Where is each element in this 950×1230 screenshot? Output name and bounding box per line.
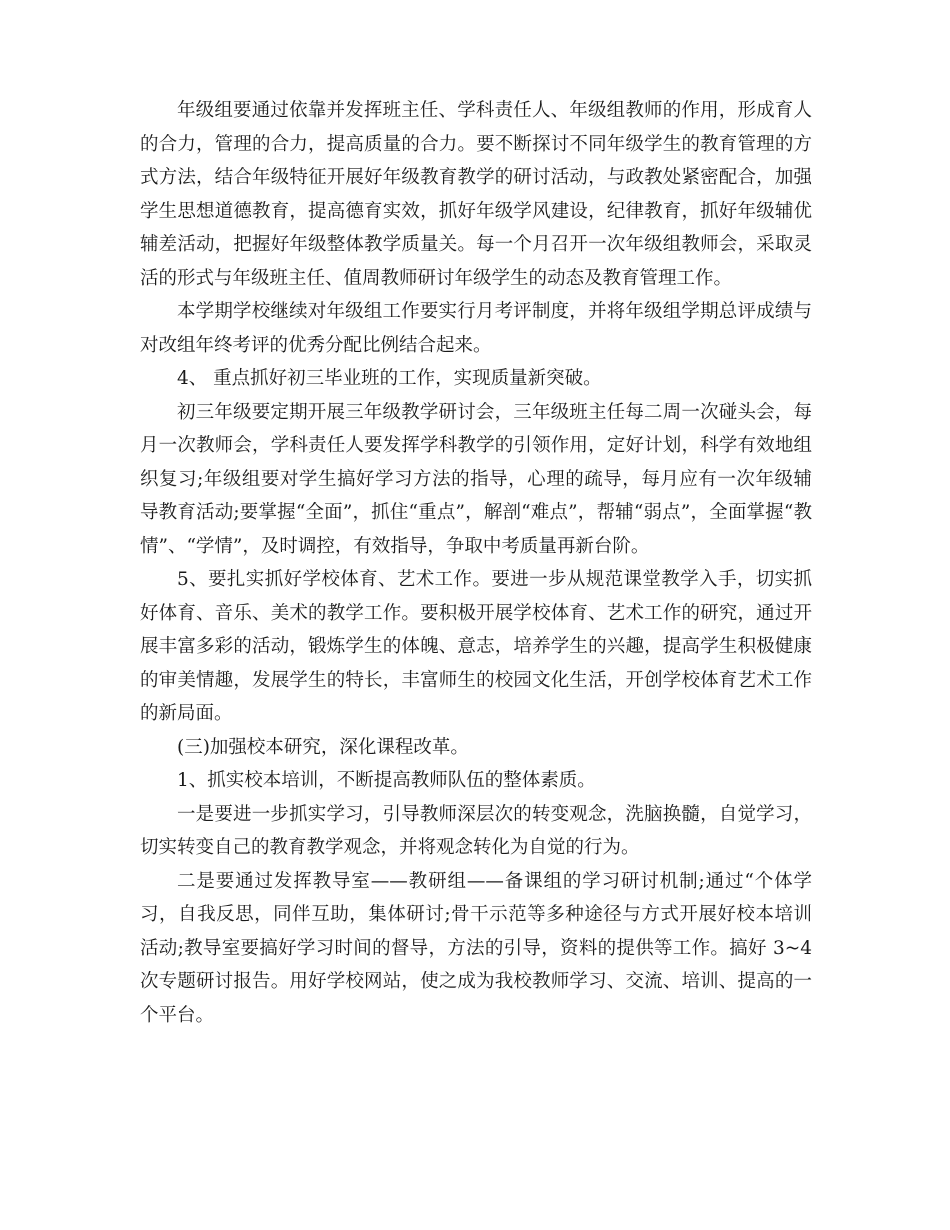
document-body [140,94,812,1032]
paragraph-point-one: 一是要进一步抓实学习，引导教师深层次的转变观念，洗脑换髓，自觉学习，切实转变自己的教育教学观念，并将观念转化为自觉的行为。 [140,803,812,858]
paragraph-grade-three-plan: 初三年级要定期开展三年级教学研讨会，三年级班主任每二周一次碰头会，每月一次教师会，学科责任人要发挥学科教学的引领作用，定好计划，科学有效地组织复习;年级组要对学生搞好学习方法的指导，心理的疏导，每月应有一次年级辅导教育活动;要掌握“全面”，抓住“重点”，解剖“难点”，帮辅“弱点”，全面掌握“教情”、“学情”，及时调控，有效指导，争取中考质量再新台阶。 [140,401,812,557]
paragraph-sports-arts: 5、要扎实抓好学校体育、艺术工作。要进一步从规范课堂教学入手，切实抓好体育、音乐、美术的教学工作。要积极开展学校体育、艺术工作的研究，通过开展丰富多彩的活动，锻炼学生的体魄、意志，培养学生的兴趣，提高学生积极健康的审美情趣，发展学生的特长，丰富师生的校园文化生活，开创学校体育艺术工作的新局面。 [140,569,812,724]
paragraph-heading-grade-three: 4、 重点抓好初三毕业班的工作，实现质量新突破。 [177,368,602,389]
paragraph-school-training-heading: 1、抓实校本培训，不断提高教师队伍的整体素质。 [177,770,596,791]
paragraph-grade-group-role: 年级组要通过依靠并发挥班主任、学科责任人、年级组教师的作用，形成育人的合力，管理的合力，提高质量的合力。要不断探讨不同年级学生的教育管理的方式方法，结合年级特征开展好年级教育教学的研讨活动，与政教处紧密配合，加强学生思想道德教育，提高德育实效，抓好年级学风建设，纪律教育，抓好年级辅优辅差活动，把握好年级整体教学质量关。每一个月召开一次年级组教师会，采取灵活的形式与年级班主任、值周教师研讨年级学生的动态及教育管理工作。 [140,100,812,289]
paragraph-monthly-evaluation: 本学期学校继续对年级组工作要实行月考评制度，并将年级组学期总评成绩与对改组年终考评的优秀分配比例结合起来。 [140,301,812,356]
paragraph-section-three-heading: (三)加强校本研究，深化课程改革。 [177,736,469,758]
paragraph-point-two: 二是要通过发挥教导室——教研组——备课组的学习研讨机制;通过“个体学习，自我反思，同伴互助，集体研讨;骨干示范等多种途径与方式开展好校本培训活动;教导室要搞好学习时间的督导，方法的引导，资料的提供等工作。搞好 3~4 次专题研讨报告。用好学校网站，使之成为我校教师学习、交流、培训、提高的一个平台。 [140,870,812,1026]
